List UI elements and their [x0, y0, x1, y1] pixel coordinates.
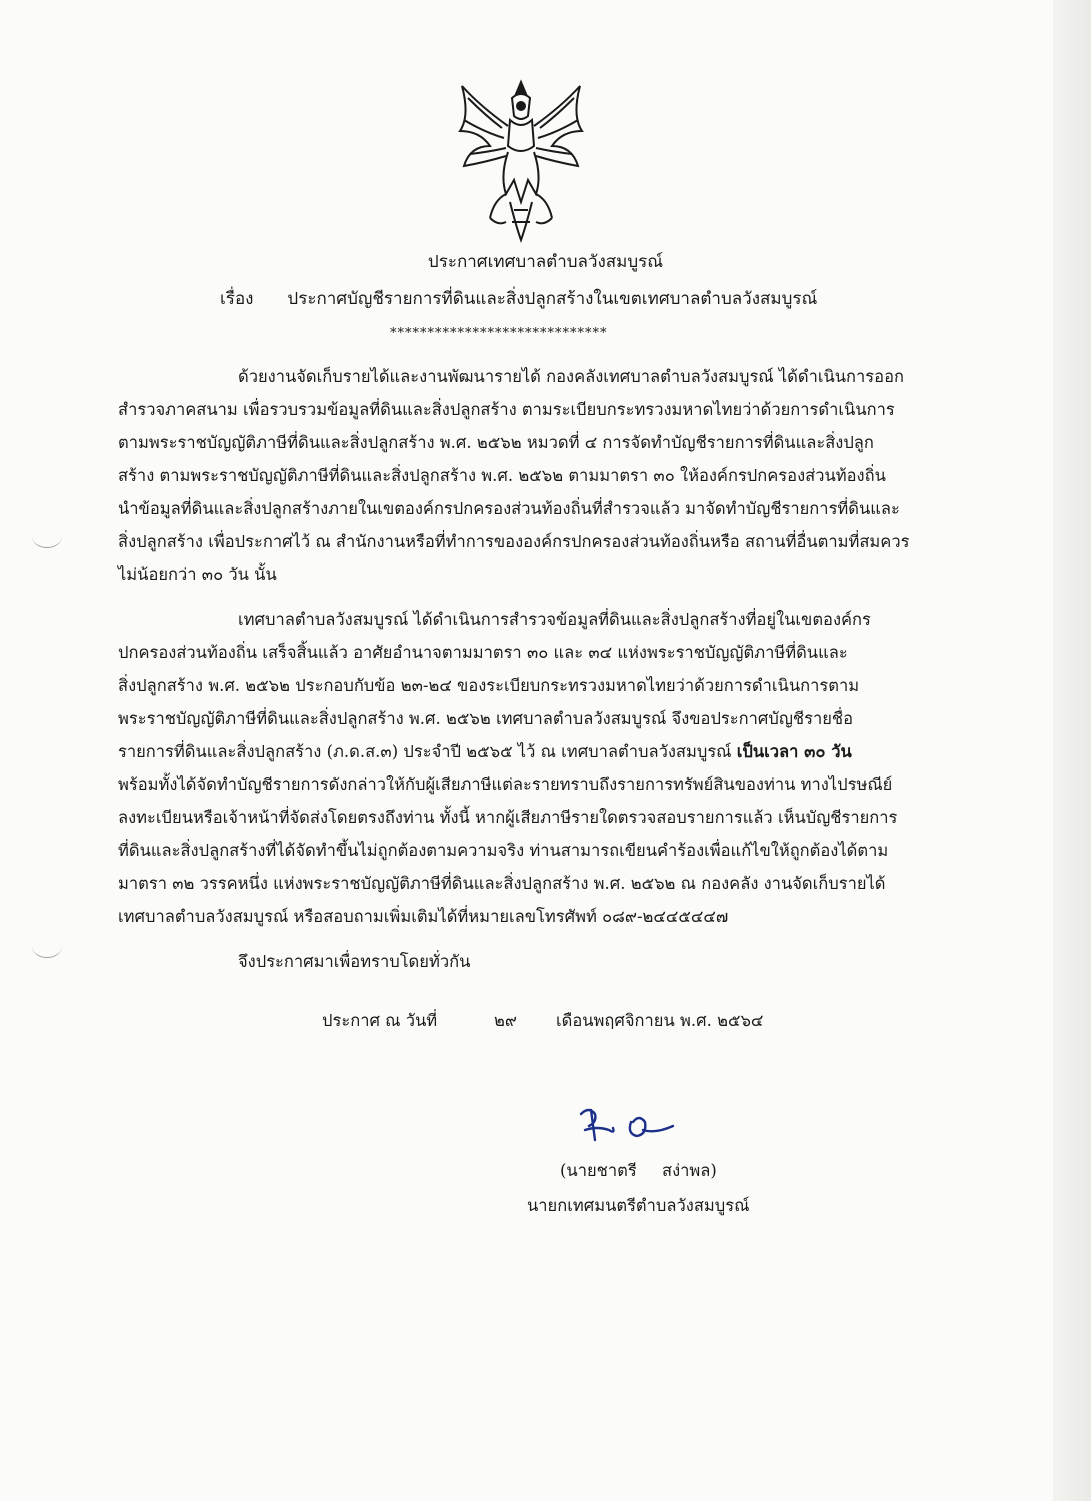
garuda-emblem: [450, 76, 592, 246]
para2-line: [118, 739, 852, 765]
para1-line: สำรวจภาคสนาม เพื่อรวบรวมข้อมูลที่ดินและสิ่งปลูกสร้าง ตามระเบียบกระทรวงมหาดไทยว่าด้วยการดำเนินการ: [118, 400, 895, 419]
para2-line: สิ่งปลูกสร้าง พ.ศ. ๒๕๖๒ ประกอบกับข้อ ๒๓-๒๔ ของระเบียบกระทรวงมหาดไทยว่าด้วยการดำเนินการตาม: [118, 676, 860, 695]
signer-name-open: (นายชาตรี: [560, 1161, 637, 1180]
date-prefix: ประกาศ ณ วันที่: [322, 1011, 438, 1030]
date-month-year: เดือนพฤศจิกายน พ.ศ. ๒๕๖๔: [556, 1011, 764, 1030]
handwritten-signature: [575, 1100, 680, 1148]
para2-line: พระราชบัญญัติภาษีที่ดินและสิ่งปลูกสร้าง พ.ศ. ๒๕๖๒ เทศบาลตำบลวังสมบูรณ์ จึงขอประกาศบัญชีรายชื่อ: [118, 709, 854, 728]
para2-line: ลงทะเบียนหรือเจ้าหน้าที่จัดส่งโดยตรงถึงท่าน ทั้งนี้ หากผู้เสียภาษีรายใดตรวจสอบรายการแล้ว เห็นบัญชีรายการ: [118, 808, 898, 827]
para2-line: เทศบาลตำบลวังสมบูรณ์ หรือสอบถามเพิ่มเติมได้ที่หมายเลขโทรศัพท์ ๐๘๙-๒๔๔๕๔๔๗: [118, 907, 729, 926]
punch-hole-lower: [32, 935, 62, 958]
signer-name-close: สง่าพล): [662, 1161, 717, 1180]
para2-line: พร้อมทั้งได้จัดทำบัญชีรายการดังกล่าวให้กับผู้เสียภาษีแต่ละรายทราบถึงรายการทรัพย์สินของท่าน ทางไปรษณีย์: [118, 775, 893, 794]
page-edge: [1053, 0, 1091, 1501]
para1-line: สร้าง ตามพระราชบัญญัติภาษีที่ดินและสิ่งปลูกสร้าง พ.ศ. ๒๕๖๒ ตามมาตรา ๓๐ ให้องค์กรปกครองส่วนท้องถิ่น: [118, 466, 886, 485]
para2-line: ปกครองส่วนท้องถิ่น เสร็จสิ้นแล้ว อาศัยอำนาจตามมาตรา ๓๐ และ ๓๔ แห่งพระราชบัญญัติภาษีที่ดินและ: [118, 643, 848, 662]
para2-line: มาตรา ๓๒ วรรคหนึ่ง แห่งพระราชบัญญัติภาษีที่ดินและสิ่งปลูกสร้าง พ.ศ. ๒๕๖๒ ณ กองคลัง งานจัดเก็บรายได้: [118, 874, 886, 893]
para1-line: สิ่งปลูกสร้าง เพื่อประกาศไว้ ณ สำนักงานหรือที่ทำการขององค์กรปกครองส่วนท้องถิ่นหรือ สถานที่อื่นตามที่สมควร: [118, 532, 910, 551]
date-day: ๒๙: [494, 1011, 517, 1030]
subject-text: ประกาศบัญชีรายการที่ดินและสิ่งปลูกสร้างในเขตเทศบาลตำบลวังสมบูรณ์: [287, 289, 818, 309]
para2-line-text: รายการที่ดินและสิ่งปลูกสร้าง (ภ.ด.ส.๓) ประจำปี ๒๕๖๕ ไว้ ณ เทศบาลตำบลวังสมบูรณ์: [118, 742, 737, 761]
para2-line: เทศบาลตำบลวังสมบูรณ์ ได้ดำเนินการสำรวจข้อมูลที่ดินและสิ่งปลูกสร้างที่อยู่ในเขตองค์กร: [238, 610, 871, 629]
document-title: ประกาศเทศบาลตำบลวังสมบูรณ์: [427, 252, 664, 272]
para1-line: ไม่น้อยกว่า ๓๐ วัน นั้น: [118, 565, 277, 584]
para2-line: ที่ดินและสิ่งปลูกสร้างที่ได้จัดทำขึ้นไม่ถูกต้องตามความจริง ท่านสามารถเขียนคำร้องเพื่อแก้ไขให้ถูกต้องได้ตาม: [118, 841, 889, 860]
closing-text: จึงประกาศมาเพื่อทราบโดยทั่วกัน: [238, 952, 471, 971]
signer-position: นายกเทศมนตรีตำบลวังสมบูรณ์: [527, 1196, 750, 1215]
separator-stars: *****************************: [390, 326, 608, 341]
subject-label: เรื่อง: [220, 289, 254, 309]
subject-line: [220, 285, 817, 312]
duration-bold: เป็นเวลา ๓๐ วัน: [736, 742, 852, 761]
punch-hole-upper: [32, 525, 62, 548]
para1-line: ด้วยงานจัดเก็บรายได้และงานพัฒนารายได้ กองคลังเทศบาลตำบลวังสมบูรณ์ ได้ดำเนินการออก: [238, 367, 904, 386]
para1-line: นำข้อมูลที่ดินและสิ่งปลูกสร้างภายในเขตองค์กรปกครองส่วนท้องถิ่นที่สำรวจแล้ว มาจัดทำบัญชีรายการที่ดินและ: [118, 499, 900, 518]
para1-line: ตามพระราชบัญญัติภาษีที่ดินและสิ่งปลูกสร้าง พ.ศ. ๒๕๖๒ หมวดที่ ๔ การจัดทำบัญชีรายการที่ดินและสิ่งปลูก: [118, 433, 874, 452]
